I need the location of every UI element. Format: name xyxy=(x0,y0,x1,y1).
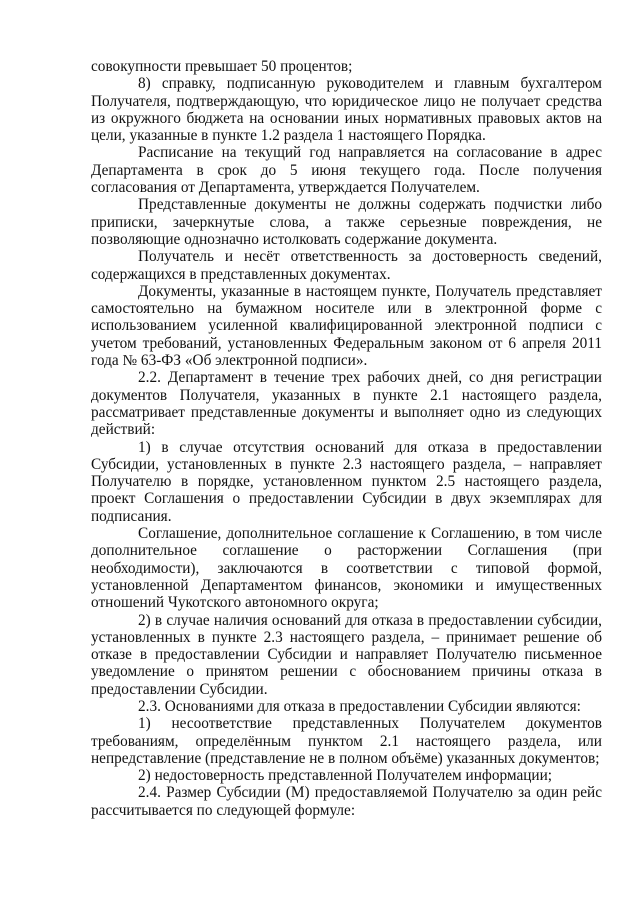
paragraph-schedule: Расписание на текущий год направляется на согласование в адрес Департамента в срок до 5 июня текущего года. После получения согласования от Департамента, утверждается Получателем. xyxy=(91,144,602,197)
paragraph-item-8-certificate: 8) справку, подписанную руководителем и главным бухгалтером Получателя, подтверждающую, что юридическое лицо не получает средства из окружного бюджета на основании иных нормативных правовых актов на цели, указанные в пункте 1.2 раздела 1 настоящего Порядка. xyxy=(91,75,602,145)
paragraph-document-requirements: Представленные документы не должны содержать подчистки либо приписки, зачеркнутые слова, а также серьезные повреждения, не позволяющие однозначно истолковать содержание документа. xyxy=(91,196,602,248)
paragraph-refusal-ground-2: 2) недостоверность представленной Получателем информации; xyxy=(138,767,553,785)
paragraph-section-2-2: 2.2. Департамент в течение трех рабочих дней, со дня регистрации документов Получателя, указанных в пункте 2.1 настоящего раздела, рассматривает представленные документы и выполняет одно из следующих действий: xyxy=(91,369,602,439)
paragraph-section-2-4: 2.4. Размер Субсидии (M) предоставляемой Получателю за один рейс рассчитывается по следующей формуле: xyxy=(91,784,602,819)
paragraph-submission: Документы, указанные в настоящем пункте, Получатель представляет самостоятельно на бумажном носителе или в электронной форме с использованием усиленной квалифицированной электронной подписи с учетом требований, установленных Федеральным законом от 6 апреля 2011 года № 63-ФЗ «Об электронной подписи». xyxy=(91,282,602,370)
paragraph-refusal-ground-1: 1) несоответствие представленных Получателем документов требованиям, определённым пунктом 2.1 настоящего раздела, или непредставление (представление не в полном объёме) указанных документов; xyxy=(91,715,602,767)
paragraph-action-1: 1) в случае отсутствия оснований для отказа в предоставлении Субсидии, установленных в пункте 2.3 настоящего раздела, – направляет Получателю в порядке, установленном пунктом 2.5 настоящего раздела, проект Соглашения о предоставлении Субсидии в двух экземплярах для подписания. xyxy=(91,438,602,525)
paragraph-action-2: 2) в случае наличия оснований для отказа в предоставлении субсидии, установленных в пункте 2.3 настоящего раздела, – принимает решение об отказе в предоставлении Субсидии и направляет Получателю письменное уведомление о принятом решении с обоснованием причины отказа в предоставлении Субсидии. xyxy=(91,611,602,698)
paragraph-agreement: Соглашение, дополнительное соглашение к Соглашению, в том числе дополнительное соглашение о расторжении Соглашения (при необходимости), заключаются в соответствии с типовой формой, установленной Департаментом финансов, экономики и имущественных отношений Чукотского автономного округа; xyxy=(91,525,602,612)
paragraph-responsibility: Получатель и несёт ответственность за достоверность сведений, содержащихся в представленных документах. xyxy=(91,248,602,283)
paragraph-section-2-3: 2.3. Основаниями для отказа в предоставлении Субсидии являются: xyxy=(138,697,581,715)
paragraph-continuation: совокупности превышает 50 процентов; xyxy=(91,58,353,75)
